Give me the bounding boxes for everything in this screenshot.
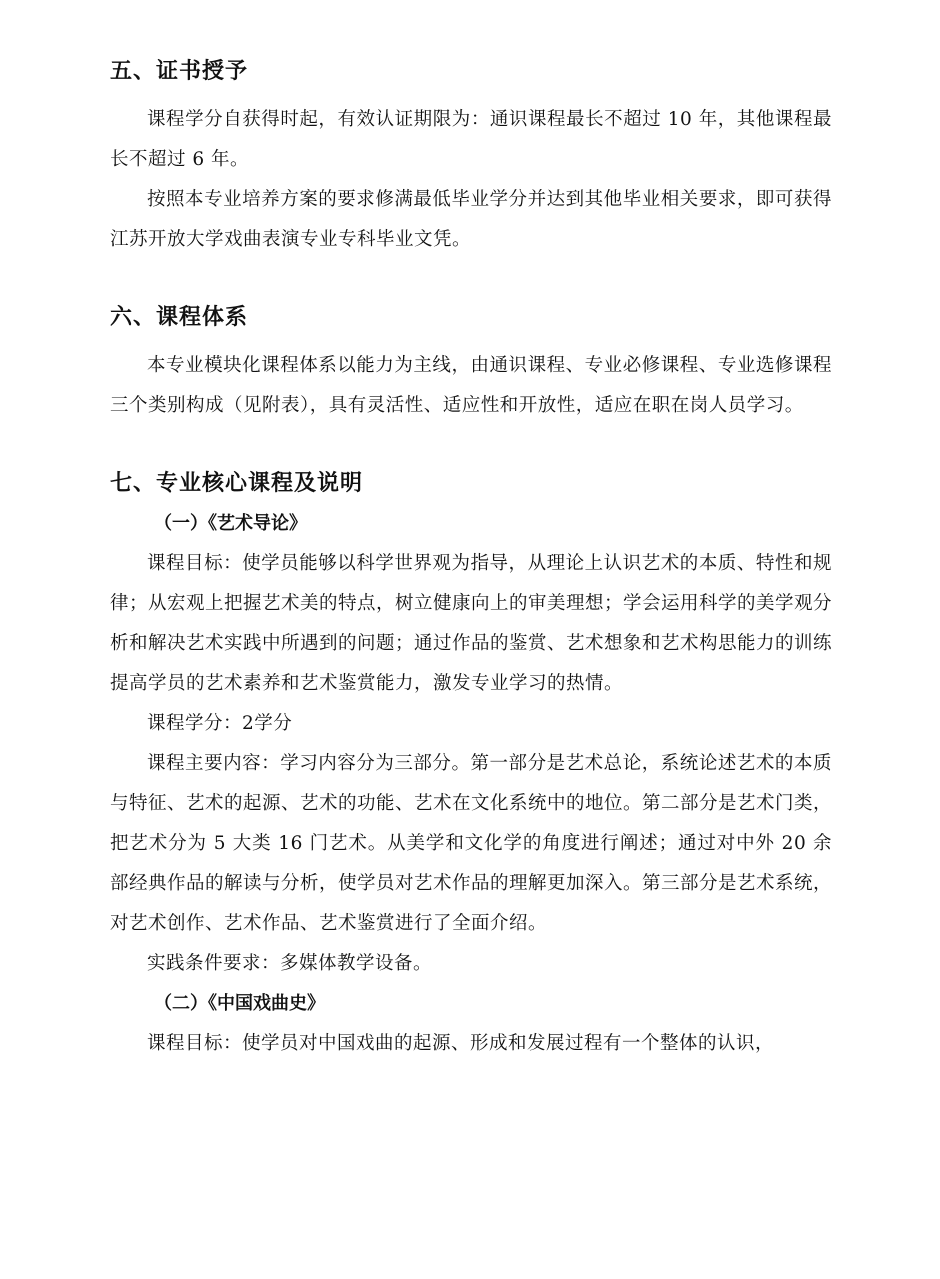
section-5-paragraph-1: 课程学分自获得时起，有效认证期限为：通识课程最长不超过 10 年，其他课程最长不超过 6 年。 [110,109,832,170]
section-6-paragraph-1: 本专业模块化课程体系以能力为主线，由通识课程、专业必修课程、专业选修课程三个类别构成（见附表），具有灵活性、适应性和开放性，适应在职在岗人员学习。 [110,355,832,416]
spacer [110,426,832,464]
spacer [110,92,832,100]
spacer [110,260,832,298]
course-2-goal: 课程目标：使学员对中国戏曲的起源、形成和发展过程有一个整体的认识， [147,1033,775,1054]
spacer [110,338,832,346]
course-1-practice: 实践条件要求：多媒体教学设备。 [147,953,433,974]
course-1-title: （一）《艺术导论》 [154,513,307,534]
course-2-title: （二）《中国戏曲史》 [154,993,325,1014]
section-6-heading: 六、课程体系 [110,305,249,330]
course-1-goal: 课程目标：使学员能够以科学世界观为指导，从理论上认识艺术的本质、特性和规律；从宏观上把握艺术美的特点，树立健康向上的审美理想；学会运用科学的美学观分析和解决艺术实践中所遇到的问题；通过作品的鉴赏、艺术想象和艺术构思能力的训练提高学员的艺术素养和艺术鉴赏能力，激发专业学习的热情。 [110,553,833,694]
document-page [110,52,832,1064]
course-1-credits: 课程学分：2学分 [147,713,293,734]
course-1-content: 课程主要内容：学习内容分为三部分。第一部分是艺术总论，系统论述艺术的本质与特征、艺术的起源、艺术的功能、艺术在文化系统中的地位。第二部分是艺术门类，把艺术分为 5 大类 16 门艺术。从美学和文化学的角度进行阐述；通过对中外 20 余部经典作品的解读与分析，使学员对艺术作品的理解更加深入。第三部分是艺术系统，对艺术创作、艺术作品、艺术鉴赏进行了全面介绍。 [110,753,833,934]
section-7-heading: 七、专业核心课程及说明 [110,471,364,496]
section-5-heading: 五、证书授予 [110,59,249,84]
section-5-paragraph-2: 按照本专业培养方案的要求修满最低毕业学分并达到其他毕业相关要求，即可获得江苏开放大学戏曲表演专业专科毕业文凭。 [110,189,832,250]
